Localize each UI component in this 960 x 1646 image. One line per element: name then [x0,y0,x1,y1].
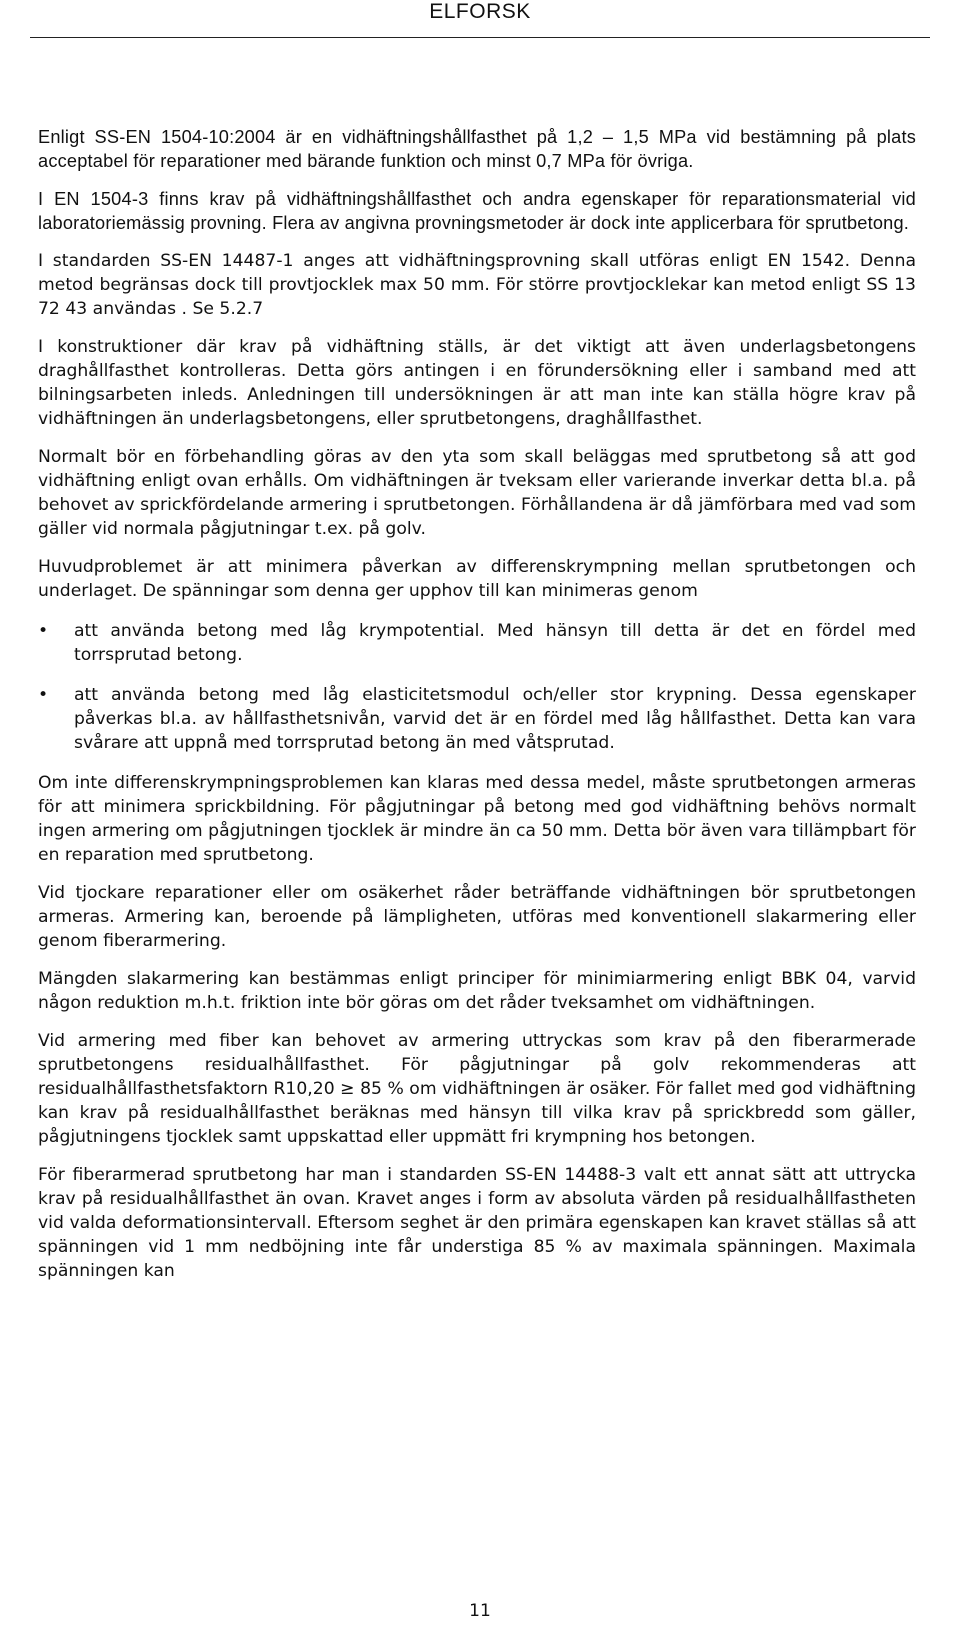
bullet-icon: • [38,685,49,705]
paragraph-armering: Om inte differenskrympningsproblemen kan klaras med dessa medel, måste sprutbetongen armeras för att minimera sprickbildning. För pågjutningar på betong med god vidhäftning behövs normalt ingen armering om pågjutningen tjocklek är mindre än ca 50 mm. Detta bör även vara tillämpbart för en reparation med sprutbetong. [38,773,916,865]
header-rule [30,37,930,38]
bullet-list [38,619,916,755]
bullet-icon: • [38,621,49,641]
paragraph-sse14487-1: I standarden SS-EN 14487-1 anges att vidhäftningsprovning skall utföras enligt EN 1542. Denna metod begränsas dock till provtjocklek max 50 mm. För större provtjocklekar kan metod enligt SS 13 72 43 användas . Se 5.2.7 [38,251,916,319]
list-item [38,619,916,667]
list-item-text: att använda betong med låg krympotential. Med hänsyn till detta är det en fördel med torrsprutad betong. [74,621,916,665]
paragraph-fiberarmering: Vid armering med fiber kan behovet av armering uttryckas som krav på den fiberarmerade sprutbetongens residualhållfasthet. För pågjutningar på golv rekommenderas att residualhållfasthetsfaktorn R10,20 ≥ 85 % om vidhäftningen är osäker. För fallet med god vidhäftning kan krav på residualhållfasthet beräknas med hänsyn till vilka krav på sprickbredd som gäller, pågjutningens tjocklek samt uppskattad eller uppmätt fri krympning hos betongen. [38,1031,916,1147]
list-item [38,683,916,755]
paragraph-differenskrympning: Huvudproblemet är att minimera påverkan av differenskrympning mellan sprutbetongen och underlaget. De spänningar som denna ger upphov till kan minimeras genom [38,557,916,601]
paragraph-underlagsbetong: I konstruktioner där krav på vidhäftning ställs, är det viktigt att även underlagsbetongens draghållfasthet kontrolleras. Detta görs antingen i en förundersökning eller i samband med att bilningsarbeten inleds. Anledningen till undersökningen är att man inte kan ställa högre krav på vidhäftningen än underlagsbetongens, eller sprutbetongens, draghållfasthet. [38,337,916,429]
paragraph-forbehandling: Normalt bör en förbehandling göras av den yta som skall beläggas med sprutbetong så att god vidhäftning enligt ovan erhålls. Om vidhäftningen är tveksam eller varierande inverkar detta bl.a. på behovet av sprickfördelande armering i sprutbetongen. Förhållandena är då jämförbara med vad som gäller vid normala pågjutningar t.ex. på golv. [38,447,916,539]
page-body [38,125,916,1283]
paragraph-vidhaftning-sse1504-10: Enligt SS-EN 1504-10:2004 är en vidhäftningshållfasthet på 1,2 – 1,5 MPa vid bestämning på plats acceptabel för reparationer med bärande funktion och minst 0,7 MPa för övriga. [38,127,916,171]
list-item-text: att använda betong med låg elasticitetsmodul och/eller stor krypning. Dessa egenskaper påverkas bl.a. av hållfasthetsnivån, varvid det är en fördel med låg hållfasthet. Detta kan vara svårare att uppnå med torrsprutad betong än med våtsprutad. [74,685,916,753]
paragraph-slakarmering: Mängden slakarmering kan bestämmas enligt principer för minimiarmering enligt BBK 04, varvid någon reduktion m.h.t. friktion inte bör göras om det råder tveksamhet om vidhäftningen. [38,969,916,1013]
page-number: 11 [469,1601,491,1621]
paragraph-en1504-3: I EN 1504-3 finns krav på vidhäftningshållfasthet och andra egenskaper för reparationsmaterial vid laboratoriemässig provning. Flera av angivna provningsmetoder är dock inte applicerbara för sprutbetong. [38,189,916,233]
paragraph-tjockare-reparationer: Vid tjockare reparationer eller om osäkerhet råder beträffande vidhäftningen bör sprutbetongen armeras. Armering kan, beroende på lämpligheten, utföras med konventionell slakarmering eller genom fiberarmering. [38,883,916,951]
running-header: ELFORSK [429,0,531,23]
paragraph-sse14488-3: För fiberarmerad sprutbetong har man i standarden SS-EN 14488-3 valt ett annat sätt att uttrycka krav på residualhållfasthet än ovan. Kravet anges i form av absoluta värden på residualhållfastheten vid valda deformationsintervall. Eftersom seghet är den primära egenskapen kan kravet ställas så att spänningen vid 1 mm nedböjning inte får understiga 85 % av maximala spänningen. Maximala spänningen kan [38,1165,916,1281]
